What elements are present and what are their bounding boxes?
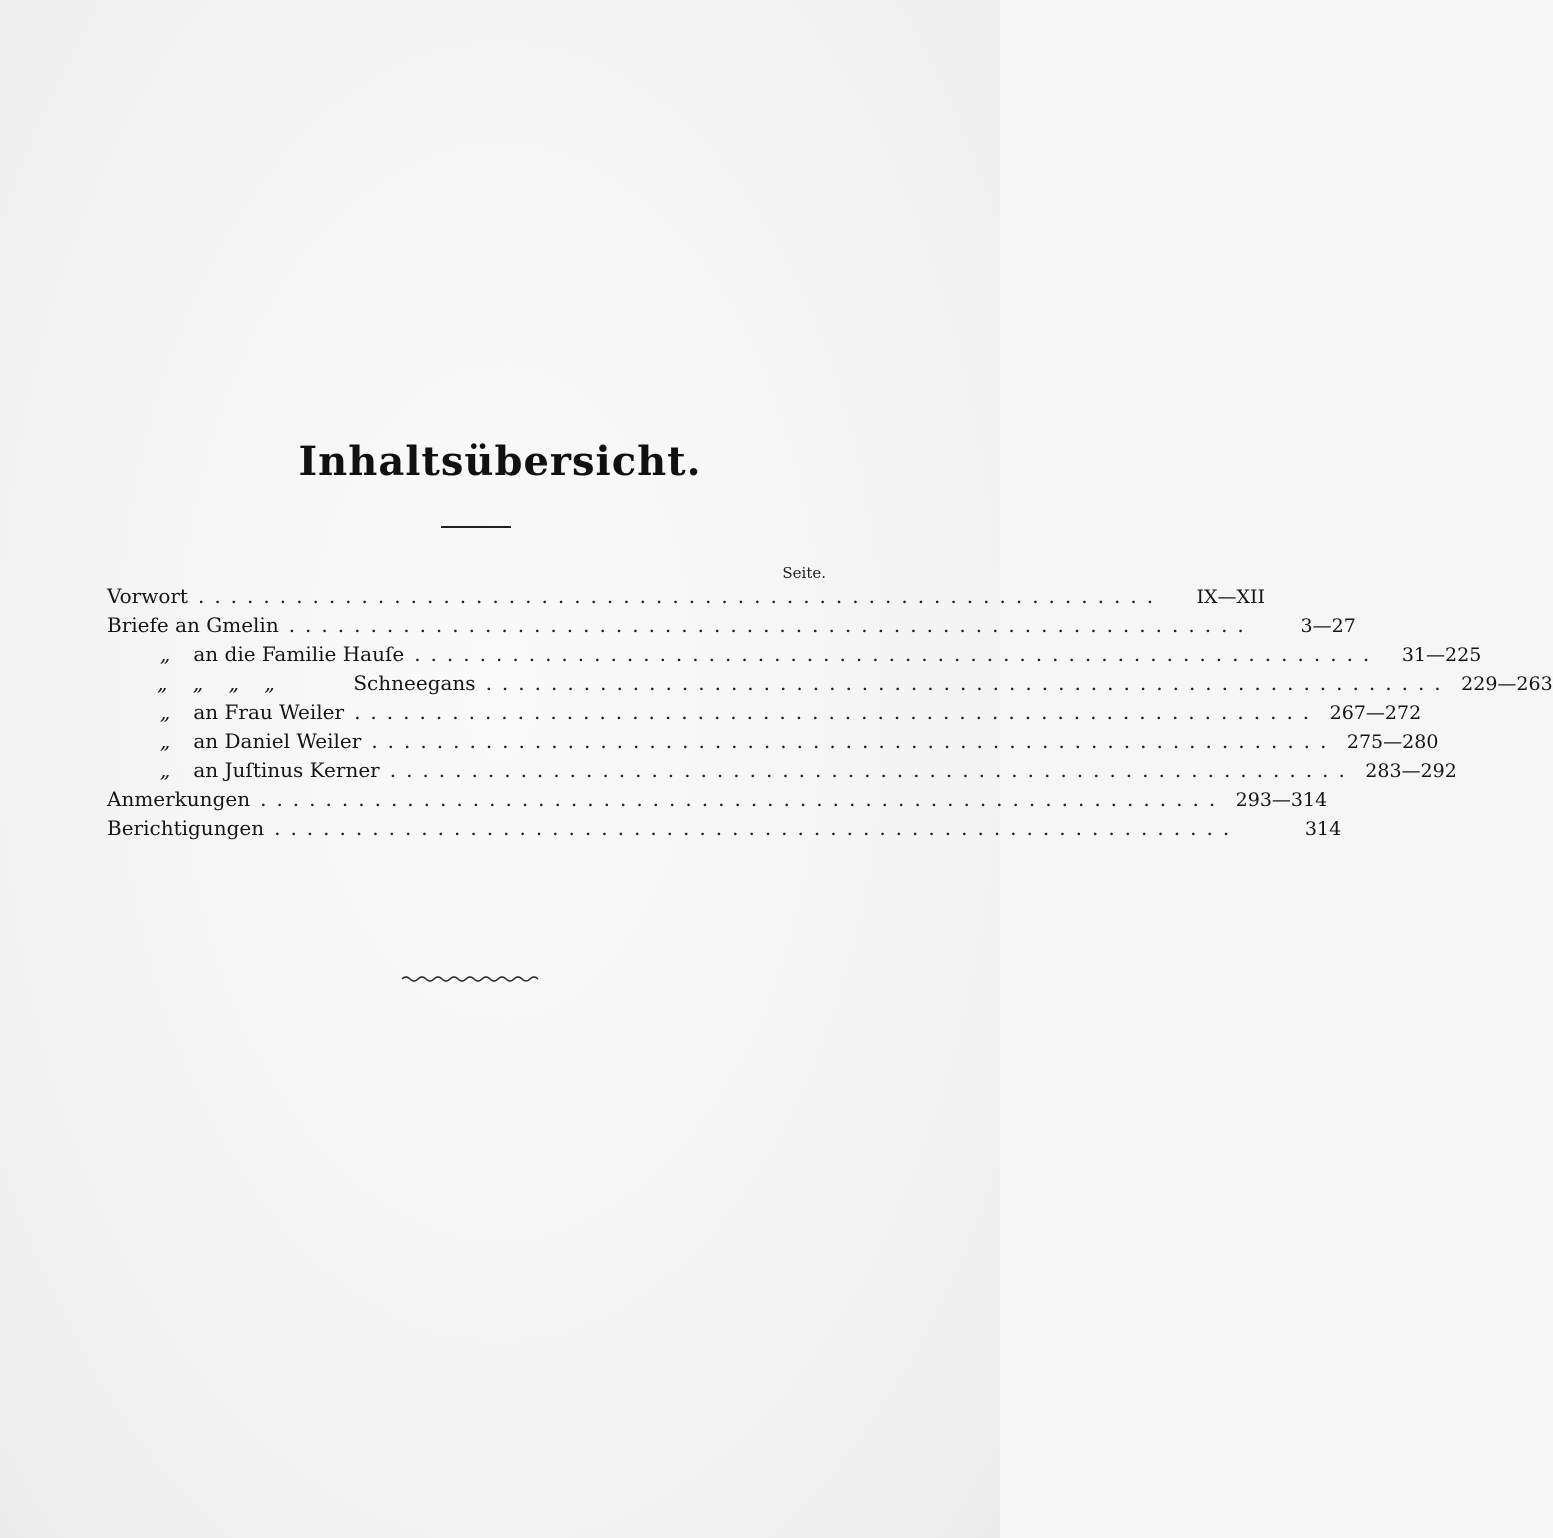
page-column-header: Seite.	[782, 564, 826, 582]
toc-entry-pages: 314	[1304, 818, 1342, 840]
ditto-mark: „	[159, 729, 171, 753]
toc-entry-label-wrap	[107, 671, 476, 695]
toc-entry-label: Anmerkungen	[107, 787, 251, 811]
ditto-mark: „	[159, 758, 171, 782]
toc-entry-label: an Daniel Weiler	[193, 729, 362, 753]
wavy-rule-icon	[400, 973, 540, 985]
dot-leader: ...........................................................	[414, 642, 1380, 666]
toc-entry-label: Berichtigungen	[107, 816, 265, 840]
dot-leader: ...........................................................	[354, 700, 1320, 724]
dot-leader: ...........................................................	[260, 787, 1226, 811]
toc-entry-label: Schneegans	[353, 671, 476, 695]
dot-leader: ...........................................................	[371, 729, 1337, 753]
dot-leader: ...........................................................	[274, 816, 1240, 840]
toc-entry-pages: IX—XII	[1196, 586, 1266, 608]
ditto-mark: „	[159, 700, 171, 724]
title-divider	[441, 526, 511, 528]
toc-entry-pages: 267—272	[1329, 702, 1422, 724]
toc-entry-pages: 229—263	[1461, 673, 1553, 695]
dot-leader: ...........................................................	[288, 613, 1254, 637]
toc-entry-label-wrap	[107, 700, 344, 724]
toc-entry-anmerkungen[interactable]	[107, 787, 1328, 816]
toc-entry-pages: 283—292	[1365, 760, 1457, 782]
toc-entry-label-wrap	[107, 729, 361, 753]
toc-entry-frau-weiler[interactable]	[107, 700, 1422, 729]
toc-entry-label-wrap	[107, 642, 404, 666]
toc-entry-label: an die Familie Hauſe	[193, 642, 405, 666]
toc-entry-label: an Frau Weiler	[193, 700, 345, 724]
toc-entry-daniel-weiler[interactable]	[107, 729, 1439, 758]
toc-entry-pages: 275—280	[1346, 731, 1439, 753]
dot-leader: ...........................................................	[197, 584, 1164, 608]
toc-entry-vorwort[interactable]	[107, 584, 1266, 613]
toc-entry-pages: 293—314	[1235, 789, 1328, 811]
toc-entry-familie-hause[interactable]	[107, 642, 1482, 671]
toc-entry-label: an Juſtinus Kerner	[193, 758, 380, 782]
dot-leader: ...........................................................	[389, 758, 1355, 782]
toc-entry-label-wrap	[107, 758, 380, 782]
toc-entry-label: Briefe an Gmelin	[107, 613, 279, 637]
ditto-mark: „ „ „ „	[157, 671, 275, 695]
toc-entry-pages: 3—27	[1300, 615, 1356, 637]
toc-entry-pages: 31—225	[1401, 644, 1482, 666]
page-title: Inhaltsübersicht.	[298, 438, 702, 485]
toc-entry-justinus-kerner[interactable]	[107, 758, 1457, 787]
toc-entry-schneegans[interactable]	[107, 671, 1553, 700]
dot-leader: ...........................................................	[485, 671, 1451, 695]
toc-entry-berichtigungen[interactable]	[107, 816, 1342, 845]
toc-entry-label: Vorwort	[107, 584, 188, 608]
toc-entry-gmelin[interactable]	[107, 613, 1356, 642]
ditto-mark: „	[159, 642, 171, 666]
